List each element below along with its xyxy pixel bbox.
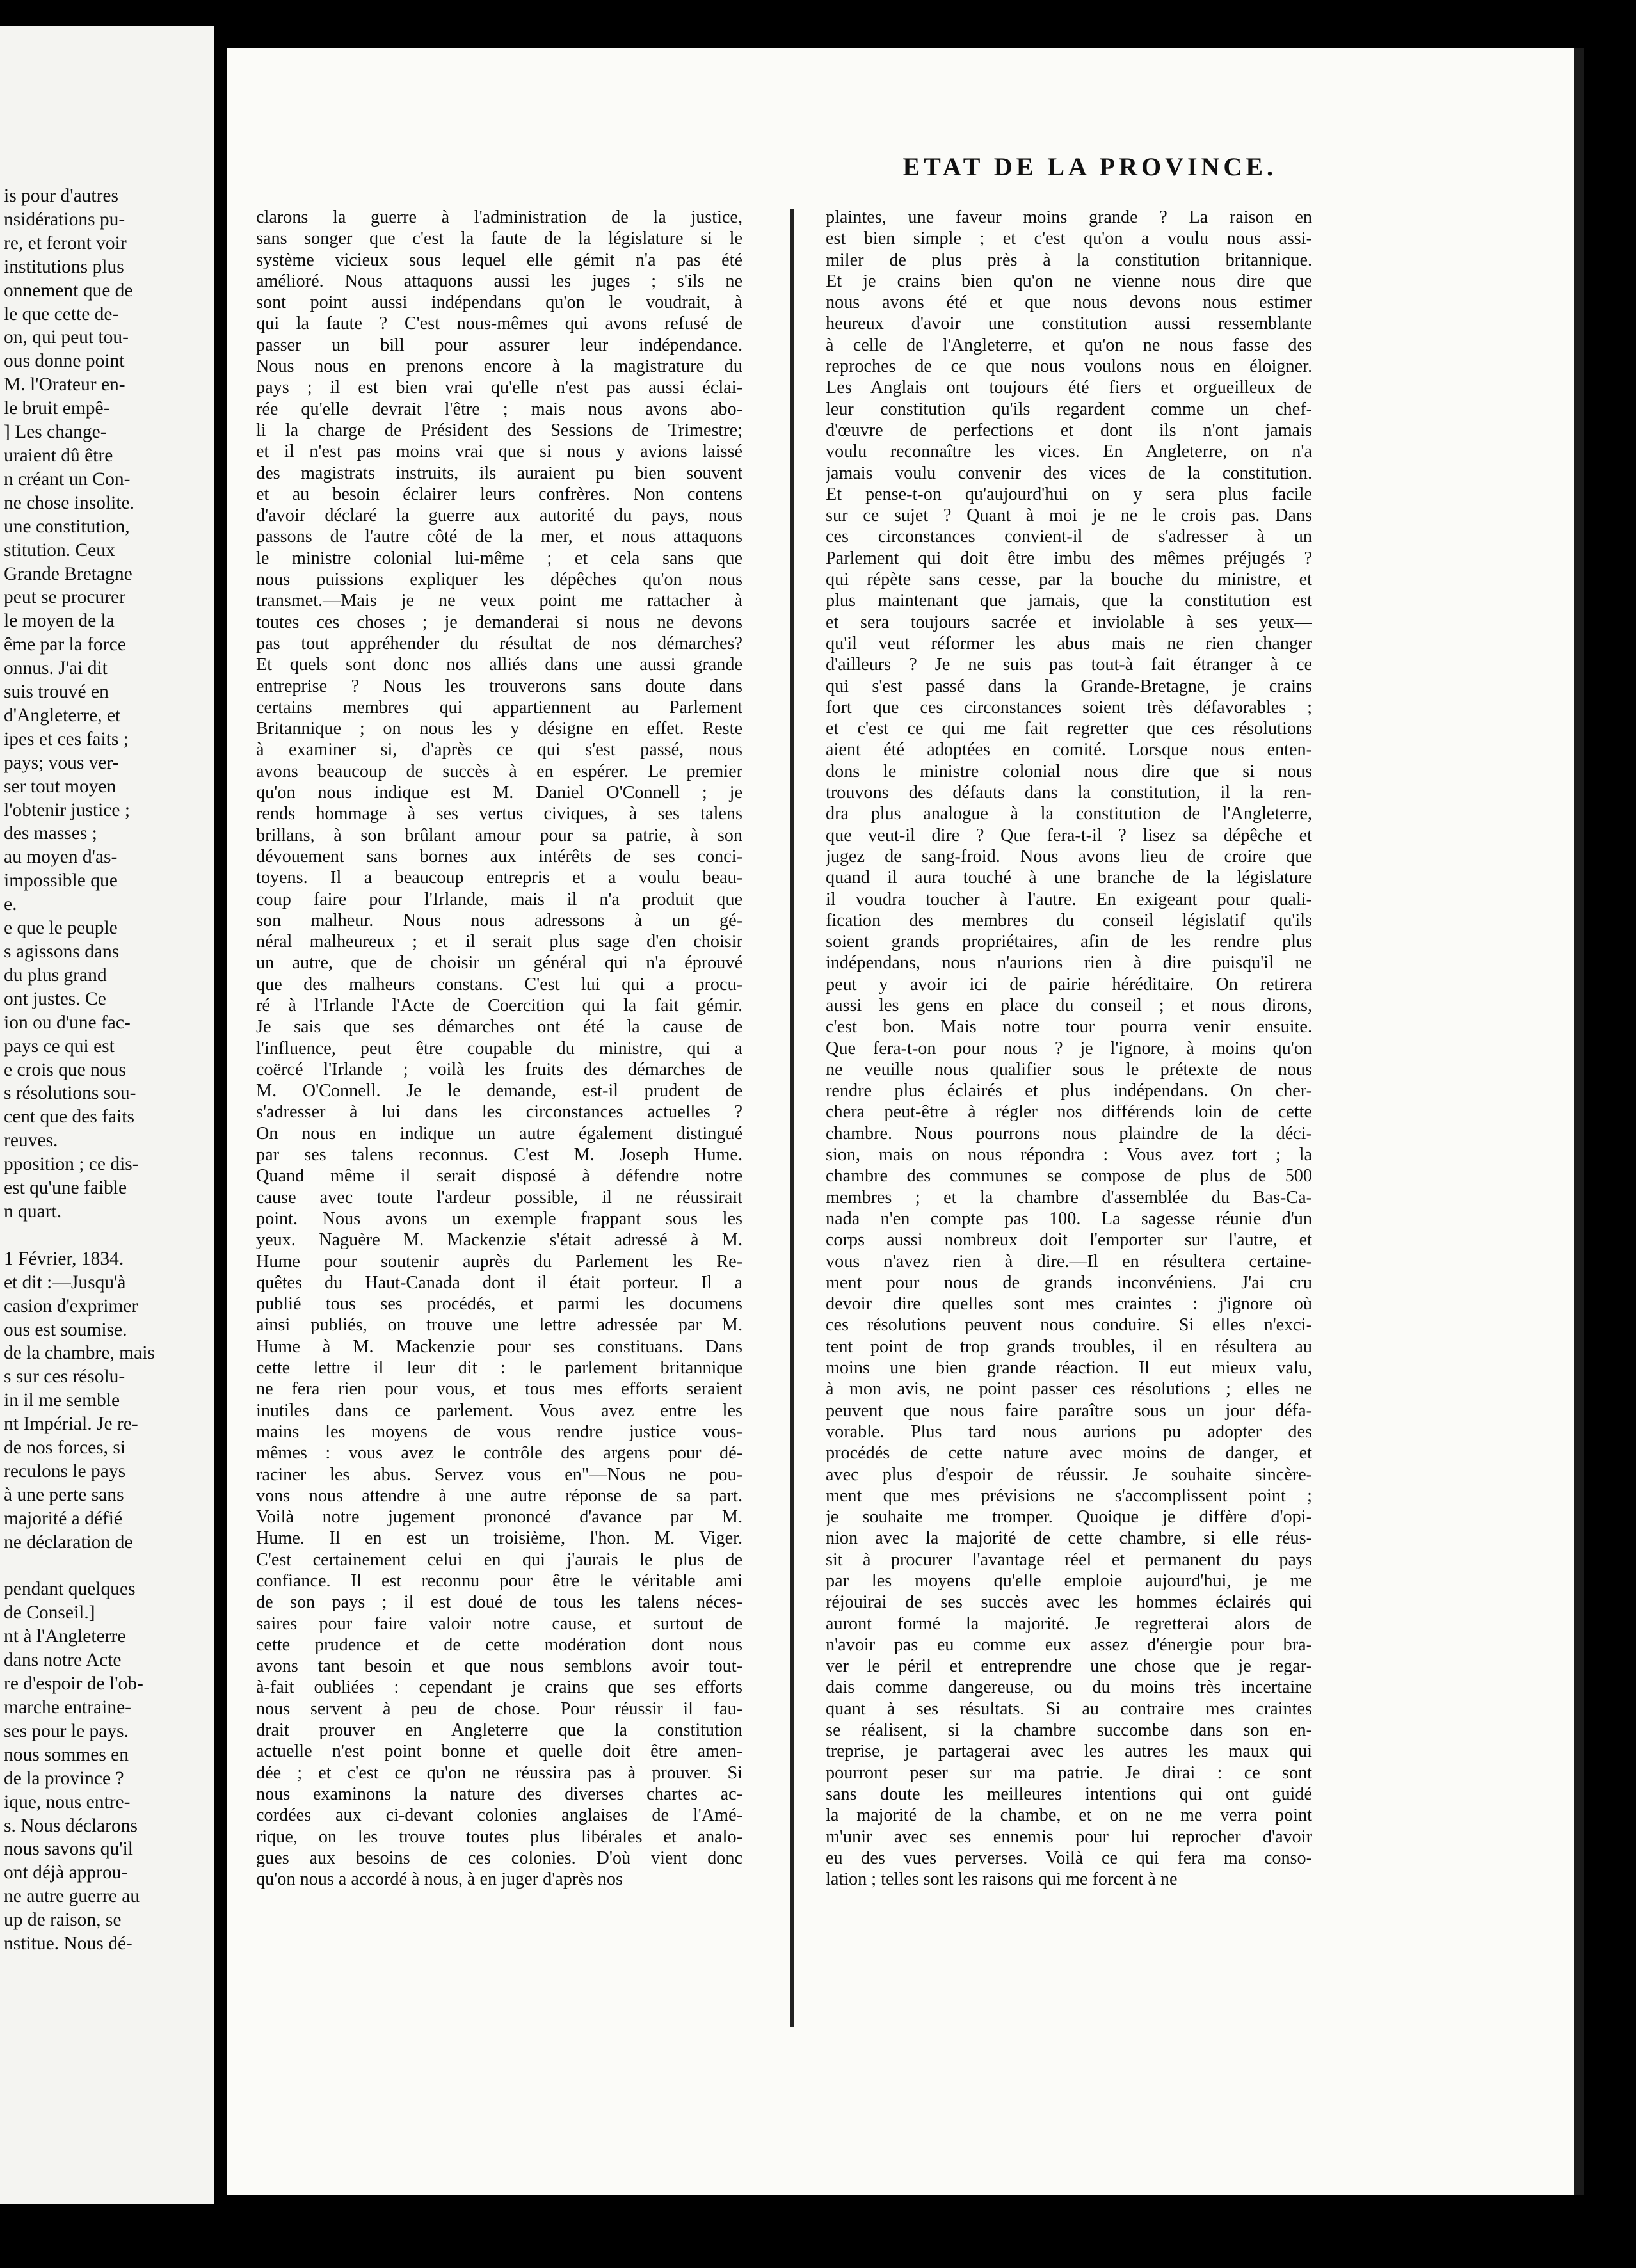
column-2-line: vous n'avez rien à dire.—Il en résultera certaine- (826, 1251, 1312, 1272)
left-column-line: reculons le pays (4, 1460, 126, 1481)
left-column-line: n créant un Con- (4, 468, 131, 490)
left-column-line: pays ce qui est (4, 1035, 115, 1057)
column-1-line: nous servent à peu de chose. Pour réussir il fau- (256, 1698, 742, 1719)
column-1-line: qui la faute ? C'est nous-mêmes qui avons refusé de (256, 314, 742, 334)
column-1-line: li la charge de Président des Sessions de Trimestre; (256, 420, 742, 440)
column-2-line: plaintes, une faveur moins grande ? La raison en (826, 207, 1312, 227)
column-1-line: pas tout appréhender du résultat de nos démarches? (256, 633, 742, 653)
column-1-line: le ministre colonial lui-même ; et cela sans que (256, 548, 742, 568)
column-2-line: m'unir avec ses ennemis pour lui reprocher d'avoir (826, 1826, 1312, 1847)
column-2-line: peuvent que nous faire paraître sous un jour défa- (826, 1400, 1312, 1421)
left-column-line: est qu'une faible (4, 1178, 127, 1199)
left-column-line: de Conseil.] (4, 1602, 95, 1624)
column-1-line: par ses talens reconnus. C'est M. Joseph Hume. (256, 1145, 742, 1165)
left-column-line: e crois que nous (4, 1059, 126, 1080)
column-1-line: ainsi publiés, on trouve une lettre adressée par M. (256, 1315, 742, 1336)
column-1-line: amélioré. Nous attaquons aussi les juges ; s'ils ne (256, 271, 742, 291)
column-1-line: passons de l'autre côté de la mer, et nous attaquons (256, 527, 742, 547)
left-column-line: n quart. (4, 1201, 62, 1222)
column-2-line: fication des membres du conseil législatif qu'ils (826, 910, 1312, 930)
left-column-line: le moyen de la (4, 611, 115, 632)
left-column-line: pposition ; ce dis- (4, 1154, 139, 1175)
column-2-line: il voudra toucher à l'autre. En exigeant pour quali- (826, 889, 1312, 909)
column-2-line: Parlement qui doit être imbu des mêmes préjugés ? (826, 548, 1312, 568)
column-2-line: qu'il veut réformer les abus mais ne rien changer (826, 633, 1312, 653)
column-2-line: soient grands propriétaires, afin de les rendre plus (826, 932, 1312, 952)
column-2-line: devoir dire quelles sont mes craintes : j'ignore où (826, 1294, 1312, 1314)
left-column-line: ne chose insolite. (4, 492, 134, 513)
column-2-line: et sera toujours sacrée et inviolable à ses yeux— (826, 612, 1312, 632)
column-1-line: Je sais que ses démarches ont été la cause de (256, 1017, 742, 1037)
adjacent-page-fragment (0, 26, 214, 2204)
column-2-line: eu des vues perverses. Voilà ce qui fera ma conso- (826, 1848, 1312, 1868)
column-2-line: membres ; et la chambre d'assemblée du Bas-Ca- (826, 1187, 1312, 1208)
left-column-line: une constitution, (4, 516, 130, 537)
column-1-line: Hume à M. Mackenzie pour ses constituans. Dans (256, 1336, 742, 1357)
column-2-line: ces résolutions peuvent nous conduire. Si elles n'exci- (826, 1315, 1312, 1336)
column-1-line: Hume. Il en est un troisième, l'hon. M. Viger. (256, 1528, 742, 1549)
column-2-line: et c'est ce qui me fait regretter que ces résolutions (826, 719, 1312, 739)
left-column-line: à une perte sans (4, 1484, 124, 1505)
column-2-line: dais comme dangereuse, ou du moins très incertaine (826, 1677, 1312, 1698)
left-column-line: du plus grand (4, 964, 107, 986)
column-1-line: passer un bill pour assurer leur indépendance. (256, 335, 742, 355)
left-column-line: le bruit empê- (4, 398, 110, 419)
column-2-line: dra plus analogue à la constitution de l'Angleterre, (826, 804, 1312, 824)
column-2-line: Que fera-t-on pour nous ? je l'ignore, à moins qu'on (826, 1038, 1312, 1058)
column-2-line: chambre. Nous pourrons nous plaindre de la déci- (826, 1123, 1312, 1144)
column-2-line: nion avec la majorité de cette chambre, si elle réus- (826, 1528, 1312, 1549)
column-1-line: Voilà notre jugement prononcé d'avance par M. (256, 1507, 742, 1528)
column-2-line: leur constitution qu'ils regardent comme un chef- (826, 399, 1312, 419)
column-1-line: publié tous ses procédés, et parmi les documens (256, 1294, 742, 1314)
column-2-line: à celle de l'Angleterre, et qu'on ne nous fasse des (826, 335, 1312, 355)
column-2-line: sans doute les meilleures intentions qui ont guidé (826, 1784, 1312, 1804)
left-column-line: casion d'exprimer (4, 1295, 138, 1316)
column-2-line: sit à procurer l'avantage réel et permanent du pays (826, 1549, 1312, 1570)
column-2-line: vorable. Plus tard nous aurions pu adopter des (826, 1421, 1312, 1442)
column-2-line: peut y avoir ici de pairie héréditaire. On retirera (826, 974, 1312, 994)
left-column-line: de la province ? (4, 1768, 124, 1789)
column-2-line: d'œuvre de perfections et dont ils n'ont jamais (826, 420, 1312, 440)
column-1-line: cordées aux ci-devant colonies anglaises de l'Amé- (256, 1805, 742, 1826)
column-1-line: ré à l'Irlande l'Acte de Coercition qui la fait gémir. (256, 995, 742, 1016)
column-1-line: des magistrats instruits, ils auraient pu bien souvent (256, 463, 742, 483)
column-1-line: dée ; et c'est ce qu'on ne réussira pas à prouver. Si (256, 1762, 742, 1783)
column-1-line: confiance. Il est reconnu pour être le véritable ami (256, 1571, 742, 1591)
left-column-line: ont justes. Ce (4, 988, 106, 1009)
left-column-line (4, 1554, 179, 1578)
left-column-line: re, et feront voir (4, 232, 127, 253)
left-column-line: e que le peuple (4, 918, 118, 939)
left-column-line: d'Angleterre, et (4, 705, 121, 726)
left-column-line: suis trouvé en (4, 682, 109, 703)
column-2-line: indépendans, nous n'aurions rien à dire puisqu'il ne (826, 953, 1312, 973)
column-1-line: rée qu'elle devrait l'être ; mais nous avons abo- (256, 399, 742, 419)
column-1-line: qu'on nous indique est M. Daniel O'Connell ; je (256, 783, 742, 803)
column-2-line: ment que mes prévisions ne s'accomplissent point ; (826, 1485, 1312, 1506)
column-1-line: vons nous attendre à une autre réponse de sa part. (256, 1485, 742, 1506)
left-column-line: marche entraine- (4, 1697, 131, 1718)
column-1-line: raciner les abus. Servez vous en"—Nous ne pou- (256, 1464, 742, 1485)
column-1-line: d'avoir déclaré la guerre aux autorité du pays, nous (256, 506, 742, 526)
column-2-line: lation ; telles sont les raisons qui me forcent à ne (826, 1869, 1178, 1890)
column-1-line: clarons la guerre à l'administration de la justice, (256, 207, 742, 227)
column-1-line: brillans, à son brûlant amour pour sa patrie, à son (256, 825, 742, 845)
column-1-line: Quand même il serait disposé à défendre notre (256, 1166, 742, 1186)
column-2-line: se réalisent, si la chambre succombe dans son en- (826, 1720, 1312, 1741)
column-1-line: Britannique ; on nous les y désigne en effet. Reste (256, 719, 742, 739)
column-1-line: gues aux besoins de ces colonies. D'où vient donc (256, 1848, 742, 1868)
left-column-line: majorité a défié (4, 1508, 123, 1529)
column-1-line: actuelle n'est point bonne et quelle doit être amen- (256, 1741, 742, 1762)
column-1-line: rends hommage à ses vertus civiques, à ses talens (256, 804, 742, 824)
column-2-line: auront formé la majorité. Je regretterai alors de (826, 1613, 1312, 1634)
left-column-line: nt à l'Angleterre (4, 1626, 126, 1647)
column-1-line: pays ; il est bien vrai qu'elle n'est pas aussi éclai- (256, 378, 742, 398)
column-2-line: dons le ministre colonial nous dire que si nous (826, 761, 1312, 781)
column-1-line: cause avec toute l'ardeur possible, il ne réussirait (256, 1187, 742, 1208)
column-2-line: aussi les gens en place du conseil ; et nous dirons, (826, 995, 1312, 1016)
column-1-line: et au besoin éclairer leurs confrères. Non contens (256, 484, 742, 504)
column-1-line: système vicieux sous lequel elle gémit n'a pas été (256, 250, 742, 270)
left-column-line: ] Les change- (4, 422, 107, 443)
left-column-line: impossible que (4, 870, 118, 891)
column-1-line: coup faire pour l'Irlande, mais il n'a produit que (256, 889, 742, 909)
column-1-line: coërcé l'Irlande ; voilà les fruits des démarches de (256, 1059, 742, 1080)
column-2-line: reproches de ce que nous voulons nous en éloigner. (826, 356, 1312, 377)
column-1-line: Nous nous en prenons encore à la magistrature du (256, 356, 742, 377)
column-1-line: un autre, que de choisir un général qui n'a éprouvé (256, 953, 742, 973)
column-2-line: trouvons des défauts dans la constitution, il la ren- (826, 783, 1312, 803)
left-column-line: dans notre Acte (4, 1650, 122, 1671)
left-column-line: up de raison, se (4, 1910, 122, 1931)
column-2-line: qui répète sans cesse, par la bouche du ministre, et (826, 570, 1312, 590)
left-column-line: ique, nous entre- (4, 1791, 131, 1812)
column-2-line: qui s'est passé dans la Grande-Bretagne, je crains (826, 676, 1312, 696)
column-1-line: nous examinons la nature des diverses chartes ac- (256, 1784, 742, 1804)
column-2-line: rendre plus éclairés et plus indépendans. On cher- (826, 1081, 1312, 1101)
left-column-line: re d'espoir de l'ob- (4, 1673, 143, 1695)
left-column-line: et dit :—Jusqu'à (4, 1272, 126, 1293)
column-1-line: cette lettre il leur dit : le parlement britannique (256, 1358, 742, 1378)
left-column-line: ont déjà approu- (4, 1862, 128, 1883)
column-1-line: avons beaucoup de succès à en espérer. Le premier (256, 761, 742, 781)
left-page-column (4, 184, 179, 1956)
column-2-line: Et je crains bien qu'on ne vienne nous dire que (826, 271, 1312, 291)
column-1-line: Hume pour soutenir auprès du Parlement les Re- (256, 1251, 742, 1272)
column-2-line: la majorité de la chambe, et on ne me verra point (826, 1805, 1312, 1826)
column-2-line: est bien simple ; et c'est qu'on a voulu nous assi- (826, 228, 1312, 249)
left-column-line: pendant quelques (4, 1579, 136, 1600)
column-2-line: Et pense-t-on qu'aujourd'hui on y sera plus facile (826, 484, 1312, 504)
column-1-line: sont point aussi indépendans qu'on le voudrait, à (256, 292, 742, 313)
column-1-line: On nous en indique un autre également distingué (256, 1123, 742, 1144)
column-1-line: à-fait oubliées : cependant je crains que ses efforts (256, 1677, 742, 1698)
column-1-line: l'influence, peut être coupable du ministre, qui a (256, 1038, 742, 1058)
left-column-line: is pour d'autres (4, 186, 119, 206)
column-1-line: mains les moyens de vous rendre justice vous- (256, 1421, 742, 1442)
column-1-line: Et quels sont donc nos alliés dans une aussi grande (256, 655, 742, 675)
left-column-line: ses pour le pays. (4, 1720, 129, 1741)
column-1-line: certains membres qui appartiennent au Parlement (256, 697, 742, 717)
left-column-line: 1 Février, 1834. (4, 1248, 124, 1269)
column-1-line: qu'on nous a accordé à nous, à en juger d'après nos (256, 1869, 623, 1890)
column-2-line: nada n'en compte pas 100. La sagesse réunie d'un (826, 1208, 1312, 1229)
column-2-line: quant à ses résultats. Si au contraire mes craintes (826, 1698, 1312, 1719)
left-column-line: l'obtenir justice ; (4, 799, 131, 820)
left-column-line: nt Impérial. Je re- (4, 1414, 138, 1435)
column-1-line: son malheur. Nous nous adressons à un gé- (256, 910, 742, 930)
column-1-line: transmet.—Mais je ne veux point me rattacher à (256, 591, 742, 611)
left-column-line: ser tout moyen (4, 776, 116, 797)
left-column-line: ne déclaration de (4, 1531, 133, 1553)
column-2-line: que veut-il dire ? Que fera-t-il ? lisez sa dépêche et (826, 825, 1312, 845)
text-column-1 (256, 207, 742, 1890)
column-2-line: réjouirai de ses succès avec les hommes éclairés qui (826, 1592, 1312, 1613)
left-column-line: s. Nous déclarons (4, 1815, 138, 1836)
left-column-line: onnus. J'ai dit (4, 658, 108, 679)
column-2-line: à mon avis, ne point passer ces résolutions ; elles ne (826, 1379, 1312, 1400)
left-column-line: des masses ; (4, 823, 97, 844)
column-1-line: point. Nous avons un exemple frappant sous les (256, 1208, 742, 1229)
column-1-line: que des malheurs constans. C'est lui qui a procu- (256, 974, 742, 994)
left-column-line: de la chambre, mais (4, 1343, 155, 1364)
left-column-line: in il me semble (4, 1390, 120, 1411)
left-column-line: ne autre guerre au (4, 1886, 140, 1907)
text-column-2 (826, 207, 1312, 1890)
left-column-line: e. (4, 894, 17, 915)
left-column-line: ion ou d'une fac- (4, 1012, 131, 1033)
left-column-line: nsidérations pu- (4, 209, 125, 230)
left-column-line: cent que des faits (4, 1106, 134, 1128)
column-2-line: avec plus d'espoir de réussir. Je souhaite sincère- (826, 1464, 1312, 1485)
column-1-line: néral malheureux ; et il serait plus sage d'en choisir (256, 932, 742, 952)
left-column-line: nstitue. Nous dé- (4, 1933, 132, 1954)
column-2-line: nous avons été et que nous devons nous estimer (826, 292, 1312, 313)
left-column-line: s résolutions sou- (4, 1083, 136, 1104)
left-column-line: nous sommes en (4, 1744, 129, 1765)
left-column-line: uraient dû être (4, 445, 113, 466)
column-1-line: dévouement sans bornes aux intérêts de ses conci- (256, 846, 742, 866)
column-2-line: fort que ces circonstances soient très défavorables ; (826, 697, 1312, 717)
column-2-line: corps aussi nombreux doit l'emporter sur l'autre, et (826, 1230, 1312, 1250)
column-1-line: C'est certainement celui en qui j'aurais le plus de (256, 1549, 742, 1570)
column-2-line: aient été adoptées en comité. Lorsque nous enten- (826, 740, 1312, 760)
column-1-line: saires pour faire valoir notre cause, et surtout de (256, 1613, 742, 1634)
column-1-line: sans songer que c'est la faute de la législature si le (256, 228, 742, 249)
column-2-line: pourront peser sur ma patrie. Je dirai : ce sont (826, 1762, 1312, 1783)
left-column-line: de nos forces, si (4, 1437, 126, 1458)
left-column-line: on, qui peut tou- (4, 327, 129, 348)
column-2-line: n'avoir pas eu comme eux assez d'énergie pour bra- (826, 1634, 1312, 1655)
column-2-line: jamais voulu convenir des vices de la constitution. (826, 463, 1312, 483)
column-1-line: s'adresser à lui dans les circonstances actuelles ? (256, 1102, 742, 1122)
column-2-line: sion, mais on nous répondra : Vous avez tort ; la (826, 1145, 1312, 1165)
column-1-line: toyens. Il a beaucoup entrepris et a voulu beau- (256, 868, 742, 888)
column-2-line: sur ce sujet ? Quant à moi je ne le crois pas. Dans (826, 506, 1312, 526)
column-1-line: cette prudence et de cette modération dont nous (256, 1634, 742, 1655)
left-column-line: institutions plus (4, 256, 124, 277)
column-1-line: et il n'est pas moins vrai que si nous y avions laissé (256, 442, 742, 462)
column-1-line: yeux. Naguère M. Mackenzie s'était adressé à M. (256, 1230, 742, 1250)
left-column-line: s agissons dans (4, 941, 120, 962)
left-column-line: ous est soumise. (4, 1319, 127, 1340)
column-2-line: voulu reconnaître les vices. En Angleterre, on n'a (826, 442, 1312, 462)
left-column-line: onnement que de (4, 280, 133, 301)
left-column-line: M. l'Orateur en- (4, 374, 125, 395)
left-column-line: pays; vous ver- (4, 752, 119, 773)
left-column-line: Grande Bretagne (4, 563, 132, 584)
column-2-line: ver le péril et entreprendre une chose que je regar- (826, 1656, 1312, 1677)
column-1-line: ne fera rien pour vous, et tous mes efforts seraient (256, 1379, 742, 1400)
column-1-line: M. O'Connell. Je le demande, est-il prudent de (256, 1081, 742, 1101)
column-2-line: jugez de sang-froid. Nous avons lieu de croire que (826, 846, 1312, 866)
left-column-line: stitution. Ceux (4, 539, 115, 561)
column-1-line: inutiles dans ce parlement. Vous avez entre les (256, 1400, 742, 1421)
column-1-line: drait prouver en Angleterre que la constitution (256, 1720, 742, 1741)
left-column-line: au moyen d'as- (4, 847, 118, 868)
column-2-line: moins une bien grande réaction. Il eut mieux valu, (826, 1358, 1312, 1378)
column-2-line: chera peut-être à régler nos différends loin de cette (826, 1102, 1312, 1122)
column-2-line: c'est bon. Mais notre tour pourra venir ensuite. (826, 1017, 1312, 1037)
left-column-line: nous savons qu'il (4, 1839, 133, 1860)
column-2-line: miler de plus près à la constitution britannique. (826, 250, 1312, 270)
column-2-line: heureux d'avoir une constitution aussi ressemblante (826, 314, 1312, 334)
column-2-line: ces circonstances convient-il de s'adresser à un (826, 527, 1312, 547)
column-2-line: d'ailleurs ? Je ne suis pas tout-à fait étranger à ce (826, 655, 1312, 675)
left-column-line: reuves. (4, 1130, 58, 1151)
column-1-line: à examiner si, d'après ce qui s'est passé, nous (256, 740, 742, 760)
column-1-line: nous puissions expliquer les dépêches qu'on nous (256, 570, 742, 590)
column-2-line: chambre des communes se compose de plus de 500 (826, 1166, 1312, 1186)
column-divider (790, 209, 794, 2027)
column-2-line: ne veuille nous qualifier sous le prétexte de nous (826, 1059, 1312, 1080)
left-column-line: ous donne point (4, 351, 125, 372)
column-1-line: avons tant besoin et que nous semblons avoir tout- (256, 1656, 742, 1677)
column-2-line: Les Anglais ont toujours été fiers et orgueilleux de (826, 378, 1312, 398)
column-1-line: rique, on les trouve toutes plus libérales et analo- (256, 1826, 742, 1847)
left-column-line (4, 1224, 179, 1247)
column-2-line: je souhaite me tromper. Quoique je diffère d'opi- (826, 1507, 1312, 1528)
left-column-line: peut se procurer (4, 587, 126, 608)
left-column-line: le que cette de- (4, 303, 119, 324)
left-column-line: s sur ces résolu- (4, 1366, 125, 1387)
column-1-line: de son pays ; il est doué de tous les talens néces- (256, 1592, 742, 1613)
column-1-line: quêtes du Haut-Canada dont il était porteur. Il a (256, 1272, 742, 1293)
column-1-line: mêmes : vous avez le contrôle des argens pour dé- (256, 1443, 742, 1464)
left-column-line: ipes et ces faits ; (4, 728, 129, 749)
page-header: ETAT DE LA PROVINCE. (902, 152, 1277, 181)
document-page (227, 48, 1584, 2195)
column-2-line: ment pour nous de grands inconvéniens. J'ai cru (826, 1272, 1312, 1293)
column-1-line: toutes ces choses ; je demanderai si nous ne devons (256, 612, 742, 632)
column-2-line: quand il aura touché à une branche de la législature (826, 868, 1312, 888)
column-2-line: par les moyens qu'elle emploie aujourd'hui, je me (826, 1571, 1312, 1591)
column-2-line: plus maintenant que jamais, que la constitution est (826, 591, 1312, 611)
column-2-line: procédés de cette nature avec moins de danger, et (826, 1443, 1312, 1464)
column-1-line: entreprise ? Nous les trouverons sans doute dans (256, 676, 742, 696)
left-column-line: ême par la force (4, 634, 126, 655)
column-2-line: treprise, je partagerai avec les autres les maux qui (826, 1741, 1312, 1762)
column-2-line: tent point de trop grands troubles, il en résultera au (826, 1336, 1312, 1357)
